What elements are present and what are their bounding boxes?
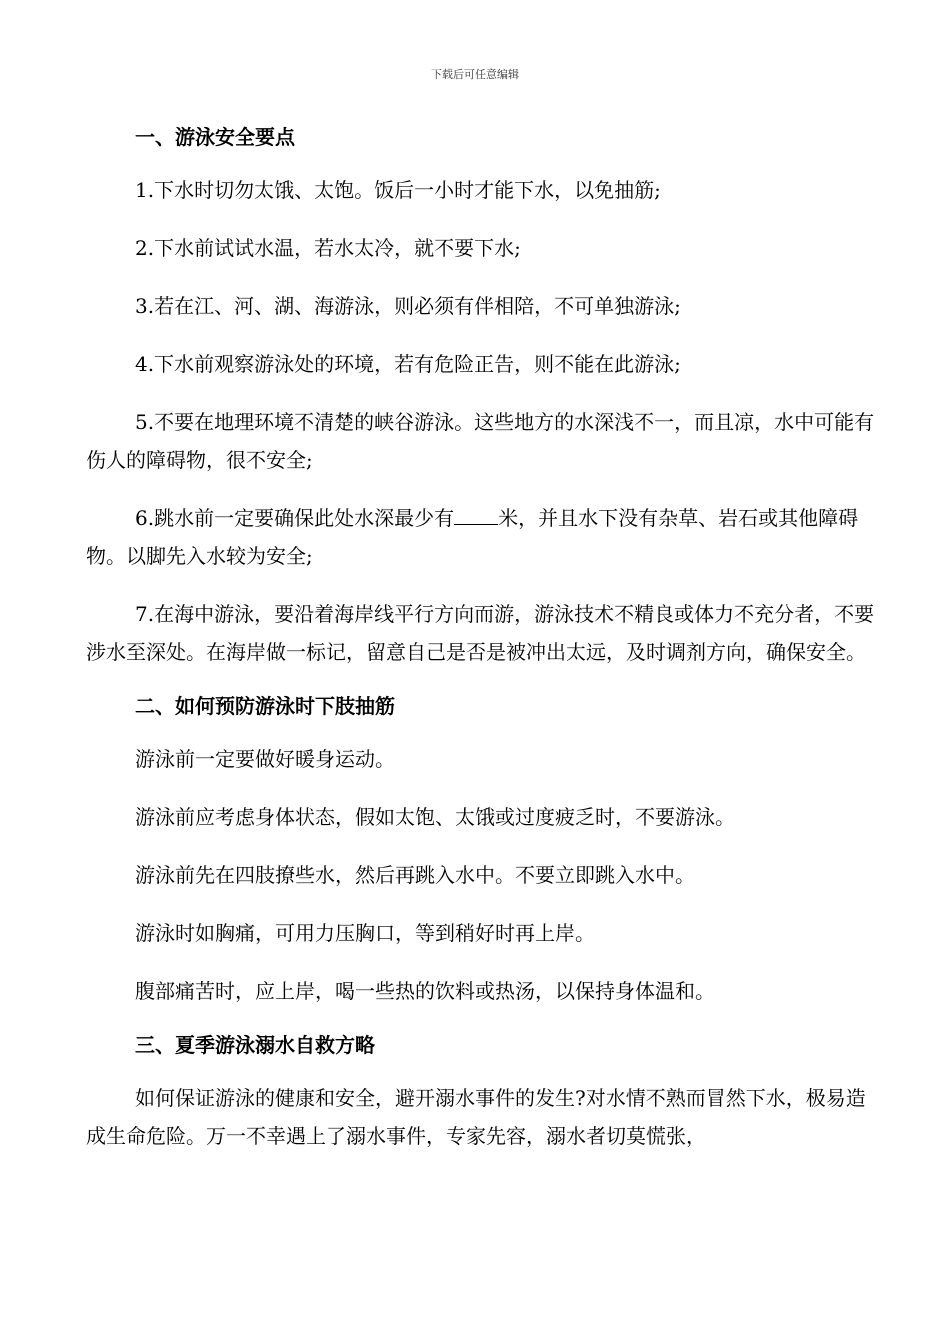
document-body (86, 112, 876, 1175)
section-heading: 三、夏季游泳溺水自救方略 (135, 1033, 375, 1057)
paragraph: 腹部痛苦时，应上岸，喝一些热的饮料或热汤，以保持身体温和。 (135, 979, 715, 1003)
paragraph: 游泳前一定要做好暖身运动。 (135, 747, 395, 771)
section-heading: 二、如何预防游泳时下肢抽筋 (135, 694, 395, 718)
paragraph: 游泳前应考虑身体状态，假如太饱、太饿或过度疲乏时，不要游泳。 (135, 805, 735, 829)
paragraph-text: 米，并且水下没有杂草、岩石或其他障碍物。以脚先入水较为安全; (86, 506, 859, 568)
paragraph-text: 6.跳水前一定要确保此处水深最少有 (135, 506, 455, 530)
paragraph: 5.不要在地理环境不清楚的峡谷游泳。这些地方的水深浅不一，而且凉，水中可能有伤人的障碍物，很不安全; (86, 410, 875, 472)
paragraph: 4.下水前观察游泳处的环境，若有危险正告，则不能在此游泳; (135, 352, 681, 376)
paragraph: 如何保证游泳的健康和安全，避开溺水事件的发生?对水情不熟而冒然下水，极易造成生命危险。万一不幸遇上了溺水事件，专家先容，溺水者切莫慌张， (86, 1086, 866, 1148)
paragraph: 游泳时如胸痛，可用力压胸口，等到稍好时再上岸。 (135, 921, 595, 945)
paragraph: 2.下水前试试水温，若水太冷，就不要下水; (135, 236, 521, 260)
fill-in-blank (454, 506, 498, 525)
paragraph (86, 499, 876, 575)
paragraph: 7.在海中游泳，要沿着海岸线平行方向而游，游泳技术不精良或体力不充分者，不要涉水至深处。在海岸做一标记，留意自己是否是被冲出太远，及时调剂方向，确保安全。 (86, 602, 875, 664)
paragraph: 游泳前先在四肢撩些水，然后再跳入水中。不要立即跳入水中。 (135, 863, 695, 887)
paragraph: 1.下水时切勿太饿、太饱。饭后一小时才能下水，以免抽筋; (135, 178, 661, 202)
header-note: 下载后可任意编辑 (431, 68, 519, 81)
section-heading: 一、游泳安全要点 (135, 125, 295, 149)
paragraph: 3.若在江、河、湖、海游泳，则必须有伴相陪，不可单独游泳; (135, 294, 681, 318)
